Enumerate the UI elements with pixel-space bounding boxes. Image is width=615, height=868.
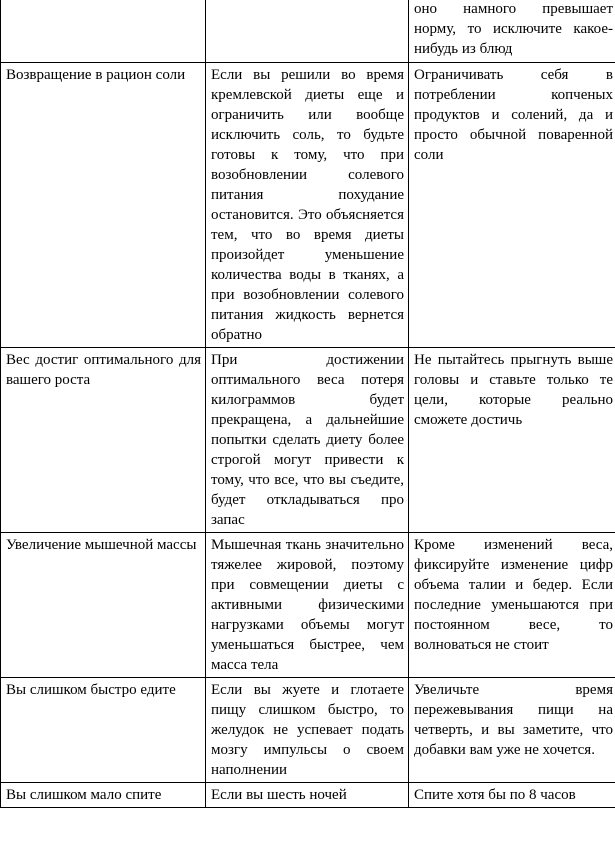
explanation-cell [206,63,409,348]
cause-cell [1,783,206,808]
table-row [1,0,615,63]
cause-text: Увеличение мышечной массы [6,537,197,553]
cause-cell [1,678,206,783]
explanation-cell [206,678,409,783]
cause-text: Вес достиг оптимального для вашего роста [6,352,201,388]
advice-text: Спите хотя бы по 8 часов [414,787,576,803]
advice-cell [409,533,615,678]
advice-cell [409,63,615,348]
cause-text: Вы слишком быстро едите [6,682,176,698]
explanation-cell [206,533,409,678]
explanation-cell [206,0,409,63]
advice-cell [409,0,615,63]
advice-cell [409,678,615,783]
explanation-text: Если вы жуете и глотаете пищу слишком быстро, то желудок не успевает подать мозгу импульсы о своем наполнении [211,682,404,778]
advice-cell [409,783,615,808]
advice-cell [409,348,615,533]
explanation-cell [206,348,409,533]
explanation-text: Если вы решили во время кремлевской диеты еще и ограничить или вообще исключить соль, то будьте готовы к тому, что при возобновлении солевого питания похудание остановится. Это объясняется тем, что во время диеты произойдет уменьшение количества воды в тканях, а при возобновлении солевого питания жидкость вернется обратно [211,67,404,343]
cause-cell [1,0,206,63]
cause-text: Вы слишком мало спите [6,787,162,803]
advice-text: Увеличьте время пережевывания пищи на четверть, и вы заметите, что добавки вам уже не хочется. [414,682,613,758]
explanation-cell [206,783,409,808]
advice-text: Ограничивать себя в потреблении копченых продуктов и солений, да и просто обычной поваренной соли [414,67,613,163]
explanation-text: Мышечная ткань значительно тяжелее жировой, поэтому при совмещении диеты с активными физическими нагрузками объемы могут уменьшаться быстрее, чем масса тела [211,537,404,673]
table-row [1,783,615,808]
explanation-text: Если вы шесть ночей [211,787,347,803]
table-row [1,533,615,678]
explanation-text: При достижении оптимального веса потеря килограммов будет прекращена, а дальнейшие попытки сделать диету более строгой могут привести к тому, что все, что вы съедите, будет откладываться про запас [211,352,404,528]
advice-text: Не пытайтесь прыгнуть выше головы и ставьте только те цели, которые реально сможете достичь [414,352,613,428]
advice-text: оно намного превышает норму, то исключите какое-нибудь из блюд [414,1,613,57]
advice-text: Кроме изменений веса, фиксируйте изменение цифр объема талии и бедер. Если последние уменьшаются при постоянном весе, то волноваться не стоит [414,537,613,653]
cause-cell [1,533,206,678]
cause-cell [1,63,206,348]
table-row [1,63,615,348]
table-row [1,348,615,533]
cause-cell [1,348,206,533]
table-row [1,678,615,783]
cause-text: Возвращение в рацион соли [6,67,186,83]
